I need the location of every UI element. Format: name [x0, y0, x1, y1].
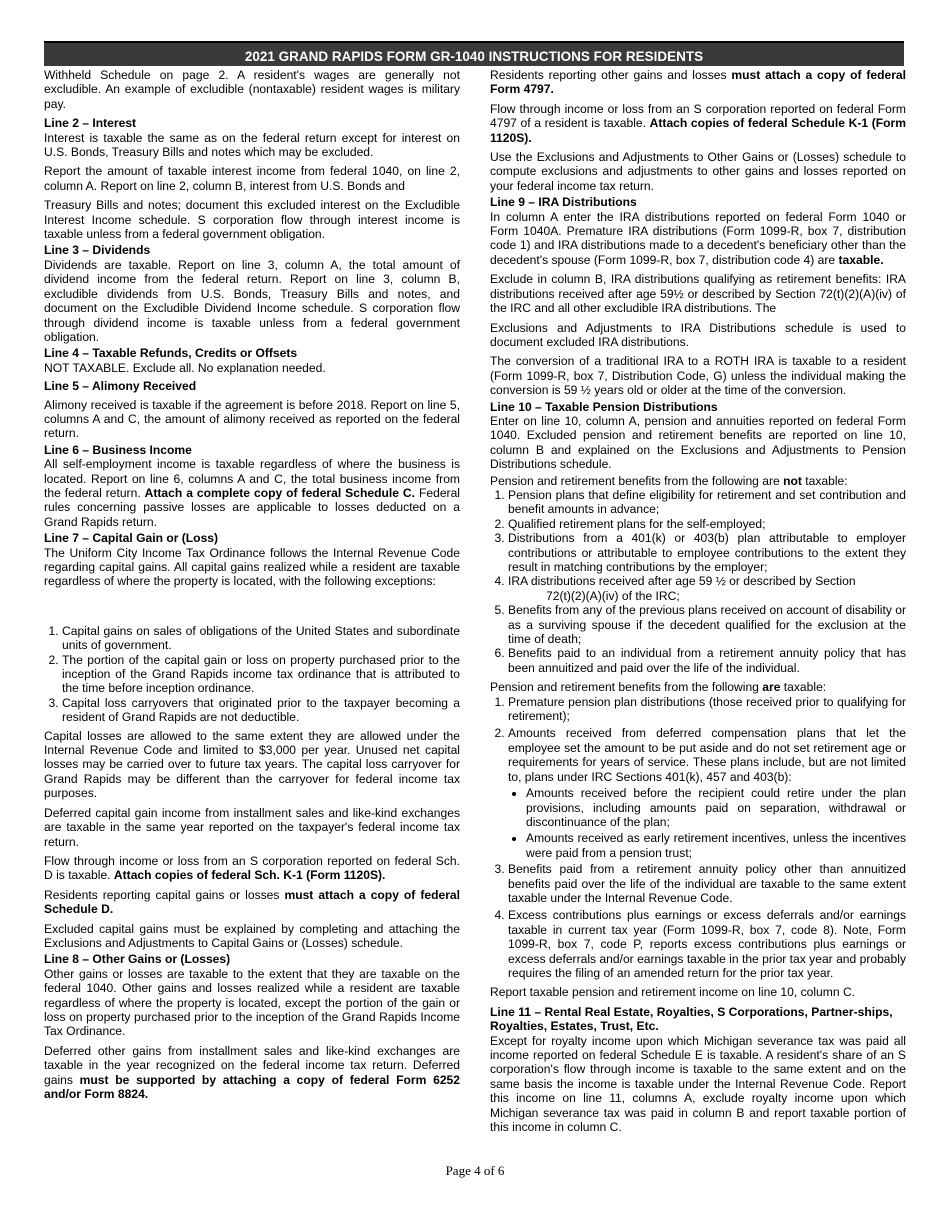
list-item: 3. Distributions from a 401(k) or 403(b) plan attributable to employer contributions or attributable to employee contributions to the extent they result in matching contributions by the employer;: [508, 531, 906, 574]
are-taxable-intro: [490, 680, 906, 694]
s-corp-paragraph: [490, 102, 906, 145]
line9-p3: Exclusions and Adjustments to IRA Distributions schedule is used to document excluded IRA distributions.: [490, 320, 906, 349]
s-corp-bold: Attach copies of federal Schedule K-1 (Form 1120S).: [490, 116, 906, 145]
list-item: 3. Capital loss carryovers that originated prior to the taxpayer becoming a resident of Grand Rapids are not deductible.: [62, 696, 460, 725]
line6-text-bold: Attach a complete copy of federal Schedule C.: [144, 485, 416, 500]
line7-p2: Capital losses are allowed to the same extent they are allowed under the Internal Revenue Code and limited to $3,000 per year. Unused net capital losses may be carried over to future tax years. The capital loss carryover for Grand Rapids may be different than the carryover for federal income tax purposes.: [44, 728, 460, 801]
are-taxable-text: Pension and retirement benefits from the following: [490, 680, 763, 695]
bullet-item: • Amounts received as early retirement incentives, unless the incentives were paid from a pension trust;: [526, 831, 906, 860]
list-item: [508, 574, 906, 603]
line9-p2: Exclude in column B, IRA distributions qualifying as retirement benefits: IRA distributions received after age 59½ or described by Section 72(t)(2)(A)(iv) of the IRC and all other excludible IRA distributions. The: [490, 272, 906, 316]
report-pension-paragraph: Report taxable pension and retirement income on line 10, column C.: [490, 985, 856, 1000]
are-taxable-tail: taxable:: [780, 680, 827, 695]
bullet-item: • Amounts received before the recipient could retire under the plan provisions, including amounts paid on separation, withdrawal or discontinuance of the plan;: [526, 786, 906, 829]
line6-text-a: All self-employment income is taxable regardless of where the business is located. Report on line 6, columns A and C, the total business income from the federal return.: [44, 457, 460, 500]
list-item: 4. Excess contributions plus earnings or excess deferrals and/or earnings taxable in current tax year (Form 1099-R, box 7, code 8). Note, Form 1099-R, box 7, code P, reports excess contributions plus earnings or excess deferrals and/or earnings taxable in the prior tax year and probably requires the filing of an amended return for the prior tax year.: [508, 908, 906, 980]
line7-p1: The Uniform City Income Tax Ordinance follows the Internal Revenue Code regarding capital gains. All capital gains realized while a resident are taxable regardless of where the property is located, with the following exceptions:: [44, 545, 460, 589]
line6-heading: Line 6 – Business Income: [44, 442, 192, 457]
line3-p1: Dividends are taxable. Report on line 3, column A, the total amount of dividend income from the federal return. Report on line 3, column B, excludible dividends from U.S. Bonds, Treasury Bills and notes, and document on the Excludible Dividend Income schedule. S corporation flow through dividend income is taxable unless from a federal government obligation.: [44, 257, 460, 344]
right-intro-text: Residents reporting other gains and losses: [490, 68, 732, 82]
line9-heading: Line 9 – IRA Distributions: [490, 195, 637, 210]
right-intro: [490, 68, 906, 97]
line8-p2-text: Deferred other gains from installment sales and like-kind exchanges are taxable in the year recognized on the federal income tax return. Deferred gains: [44, 1043, 460, 1087]
line5-p1: Alimony received is taxable if the agreement is before 2018. Report on line 5, columns A and C, the amount of alimony received as reported on the federal return.: [44, 397, 460, 441]
line3-heading: Line 3 – Dividends: [44, 243, 151, 258]
list-item-continuation: 72(t)(2)(A)(iv) of the IRC;: [546, 588, 680, 603]
line7-p4-text: Flow through income or loss from an S corporation reported on federal Sch. D is taxable.: [44, 853, 460, 883]
line2-heading: Line 2 – Interest: [44, 116, 137, 131]
line11-heading: Line 11 – Rental Real Estate, Royalties, S Corporations, Partner-ships, Royalties, Estates, Trust, Etc.: [490, 1004, 893, 1034]
line4-heading: Line 4 – Taxable Refunds, Credits or Offsets: [44, 346, 298, 361]
list-item: 5. Benefits from any of the previous plans received on account of disability or as a surviving spouse if the decedent qualified for the exclusion at the time of death;: [508, 603, 906, 646]
line2-p3: Treasury Bills and notes; document this excluded interest on the Excludible Interest Income schedule. S corporation flow through interest income is taxable unless from a federal government obligation.: [44, 198, 460, 242]
list-item: 2. The portion of the capital gain or loss on property purchased prior to the inception of the Grand Rapids income tax ordinance that is attributed to the time before inception ordinance.: [62, 653, 460, 696]
s-corp-text: Flow through income or loss from an S corporation reported on federal Form 4797 of a resident is taxable.: [490, 101, 906, 131]
list-item-text: Amounts received from deferred compensation plans that let the employee set the amount to be put aside and do not set retirement age or requirements for years of service. These plans include, but are not limited to, plans under IRC Sections 401(k), 457 and 403(b):: [508, 726, 906, 784]
right-column: [490, 68, 906, 1139]
line9-p1-bold: taxable.: [838, 252, 884, 267]
not-taxable-text: Pension and retirement benefits from the following are: [490, 473, 784, 488]
line7-p4: [44, 854, 460, 883]
line7-exceptions-list: [44, 624, 460, 725]
line7-p5-text: Residents reporting capital gains or losses: [44, 887, 285, 902]
line9-p4: The conversion of a traditional IRA to a ROTH IRA is taxable to a resident (Form 1099-R, box 7, Distribution Code, G) unless the individual making the conversion is 59 ½ years old or older at the time of the conversion.: [490, 354, 906, 398]
list-item: 2. Qualified retirement plans for the self-employed;: [508, 517, 906, 531]
exclusions-paragraph: Use the Exclusions and Adjustments to Other Gains or (Losses) schedule to compute exclusions and adjustments to other gains and losses reported on your federal income tax return.: [490, 150, 906, 193]
line8-heading: Line 8 – Other Gains or (Losses): [44, 952, 231, 967]
line7-p4-bold: Attach copies of federal Sch. K-1 (Form 1120S).: [113, 868, 386, 883]
line7-p6: Excluded capital gains must be explained by completing and attaching the Exclusions and Adjustments to Capital Gains or (Losses) schedule.: [44, 921, 460, 950]
line2-p2: Report the amount of taxable interest income from federal 1040, on line 2, column A. Report on line 2, column B, interest from U.S. Bonds and: [44, 164, 460, 193]
line7-p5: [44, 888, 460, 917]
line9-p1-text: In column A enter the IRA distributions reported on federal Form 1040 or Form 1040A. Premature IRA distributions (Form 1099-R, box 7, distribution code 1) and IRA distributions made to a decedent's beneficiary other than the decedent's spouse (Form 1099-R, box 7, distribution code 4) are: [490, 209, 906, 267]
not-taxable-list: [490, 488, 906, 675]
deferred-comp-bullets: [508, 786, 906, 860]
list-item: [508, 726, 906, 860]
not-taxable-bold: not: [783, 473, 802, 488]
line6-text-c: Federal rules concerning passive losses are applicable to losses deducted on a Grand Rapids return.: [44, 485, 460, 529]
line8-p2: [44, 1044, 460, 1102]
intro-paragraph: Withheld Schedule on page 2. A resident's wages are generally not excludible. An example of excludible (nontaxable) resident wages is military pay.: [44, 68, 460, 111]
line6-p1: [44, 457, 460, 529]
page-title-banner: 2021 GRAND RAPIDS FORM GR-1040 INSTRUCTIONS FOR RESIDENTS: [44, 41, 904, 66]
not-taxable-intro: [490, 474, 906, 488]
line7-p5-bold: must attach a copy of federal Schedule D.: [44, 887, 460, 917]
spacer: [44, 594, 460, 624]
line10-p1: Enter on line 10, column A, pension and annuities reported on federal Form 1040. Excluded pension and retirement benefits are reported on line 10, column B and explained on the Exclusions and Adjustments to Pension Distributions schedule.: [490, 413, 906, 472]
list-item: 1. Premature pension plan distributions (those received prior to qualifying for retirement);: [508, 695, 906, 724]
list-item-text: IRA distributions received after age 59 ½ or described by Section: [508, 574, 856, 589]
right-intro-bold: must attach a copy of federal Form 4797.: [490, 68, 906, 97]
line7-p3: Deferred capital gain income from installment sales and like-kind exchanges are taxable in the same year reported on the taxpayer's federal income tax return.: [44, 805, 460, 849]
line2-p1: Interest is taxable the same as on the federal return except for interest on U.S. Bonds, Treasury Bills and notes which may be excluded.: [44, 130, 460, 160]
line7-heading: Line 7 – Capital Gain or (Loss): [44, 531, 219, 546]
list-item: 3. Benefits paid from a retirement annuity policy other than annuitized benefits paid over the life of the individual are taxable to the same extent taxable under the Internal Revenue Code.: [508, 862, 906, 905]
not-taxable-tail: taxable:: [801, 473, 848, 488]
list-item: 1. Pension plans that define eligibility for retirement and set contribution and benefit amounts in advance;: [508, 488, 906, 517]
line4-p1: NOT TAXABLE. Exclude all. No explanation needed.: [44, 360, 326, 375]
left-column: [44, 68, 460, 1106]
list-item: 1. Capital gains on sales of obligations of the United States and subordinate units of government.: [62, 624, 460, 653]
are-taxable-list: [490, 695, 906, 981]
line5-heading: Line 5 – Alimony Received: [44, 379, 197, 394]
line8-p1: Other gains or losses are taxable to the extent that they are taxable on the federal 1040. Other gains and losses realized while a resident are taxable regardless of where the property is located, except the portion of the gain or loss on property purchased prior to the inception of the Grand Rapids Income Tax Ordinance.: [44, 966, 460, 1039]
line8-p2-bold: must be supported by attaching a copy of federal Form 6252 and/or Form 8824.: [44, 1072, 460, 1101]
line11-p1: Except for royalty income upon which Michigan severance tax was paid all income reported on federal Schedule E is taxable. A resident's share of an S corporation's flow through income is taxable to the same extent and on the same basis the income is taxable under the Internal Revenue Code. Report this income on line 11, columns A, exclude royalty income upon which Michigan severance tax was paid in column B and report taxable portion of this income in column C.: [490, 1033, 906, 1135]
line10-heading: Line 10 – Taxable Pension Distributions: [490, 399, 718, 414]
page-number: Page 4 of 6: [445, 1163, 505, 1178]
line9-p1: [490, 210, 906, 268]
list-item: 6. Benefits paid to an individual from a retirement annuity policy that has been annuitized and paid over the life of the individual.: [508, 646, 906, 675]
are-taxable-bold: are: [762, 680, 781, 695]
